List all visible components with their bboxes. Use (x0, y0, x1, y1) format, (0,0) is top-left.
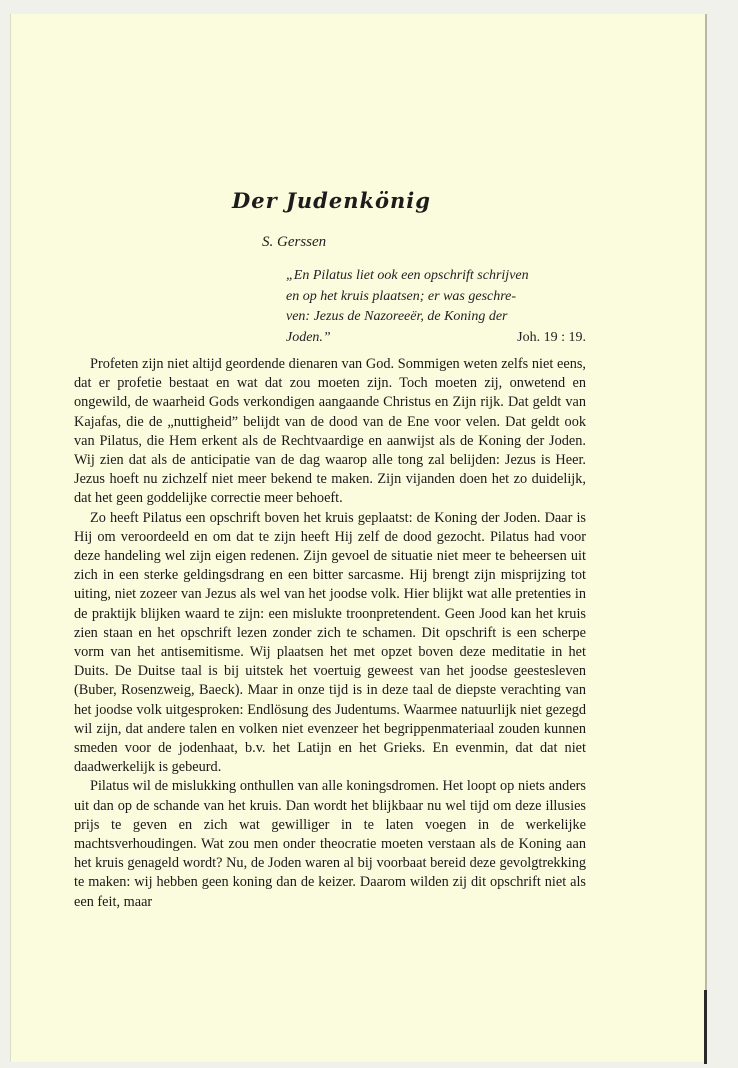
article-body (74, 355, 586, 912)
epigraph-line: ven: Jezus de Nazoreeër, de Koning der (286, 309, 508, 324)
page-edge-shadow (704, 990, 707, 1064)
paragraph: Zo heeft Pilatus een opschrift boven het kruis geplaatst: de Koning der Joden. Daar is Hij om veroordeeld en om dat te zijn heeft Hij zelf de dood gezocht. Pilatus had voor deze handeling wel zijn eigen redenen. Zijn gevoel de situatie niet meer te beheersen uit zich in een sterke geldingsdrang en een bitter sarcasme. Hij brengt zijn misprijzing tot uiting, niet zozeer van Jezus als wel van het joodse volk. Hier blijkt wat alle pretenties in de praktijk blijken waard te zijn: een mislukte troonpretendent. Geen Jood kan het kruis zien staan en het opschrift lezen zonder zich te schamen. Dit opschrift is een scherpe vorm van het antisemitisme. Wij plaatsen het met opzet boven deze meditatie in het Duits. De Duitse taal is bij uitstek het voertuig geweest van het joodse geestesleven (Buber, Rosenzweig, Baeck). Maar in onze tijd is in deze taal de diepste verachting van het joodse volk uitgesproken: Endlösung des Judentums. Waarmee natuurlijk niet gezegd wil zijn, dat andere talen en volken niet evenzeer het begrippenmateriaal zouden kunnen smeden voor de jodenhaat, b.v. het Latijn en het Grieks. En evenmin, dat dat niet daadwerkelijk is gebeurd. (74, 509, 586, 776)
epigraph-line: „En Pilatus liet ook een opschrift schrijven (286, 268, 529, 283)
epigraph-last-line (286, 328, 586, 349)
epigraph-line: en op het kruis plaatsen; er was geschre- (286, 288, 517, 304)
article-author: S. Gerssen (262, 234, 327, 250)
article-title: Der Judenkönig (232, 188, 431, 213)
paragraph: Pilatus wil de mislukking onthullen van alle koningsdromen. Het loopt op niets anders uit dan op de schande van het kruis. Dan wordt het blijkbaar nu wel tijd om deze illusies prijs te geven en zich wat gewilliger in te laten voegen in de werkelijke machtsverhoudingen. Wat zou men onder theocratie moeten verstaan als de Koning aan het kruis genageld wordt? Nu, de Joden waren al bij voorbaat bereid deze gevolgtrekking te maken: wij hebben geen koning dan de keizer. Daarom wilden zij dit opschrift niet als een feit, maar (74, 778, 586, 910)
epigraph (286, 266, 586, 348)
paragraph: Profeten zijn niet altijd geordende dienaren van God. Sommigen weten zelfs niet eens, dat er profetie bestaat en wat dat zou moeten zijn. Toch moeten zij, onwetend en ongewild, de waarheid Gods verkondigen aangaande Christus en Zijn rijk. Dat geldt van Kajafas, die de „nuttigheid” belijdt van de dood van de Ene voor velen. Dat geldt ook van Pilatus, die Hem erkent als de Rechtvaardige en aanwijst als de Koning der Joden. Wij zien dat als de anticipatie van de dag waarop alle tong zal belijden: Jezus is Heer. Jezus hoeft nu zichzelf niet meer bekend te maken. Zijn vijanden doen het zo duidelijk, dat het geen goddelijke correctie meer behoeft. (74, 356, 586, 507)
scripture-reference: Joh. 19 : 19. (517, 329, 586, 345)
epigraph-line: Joden.” (286, 329, 331, 345)
